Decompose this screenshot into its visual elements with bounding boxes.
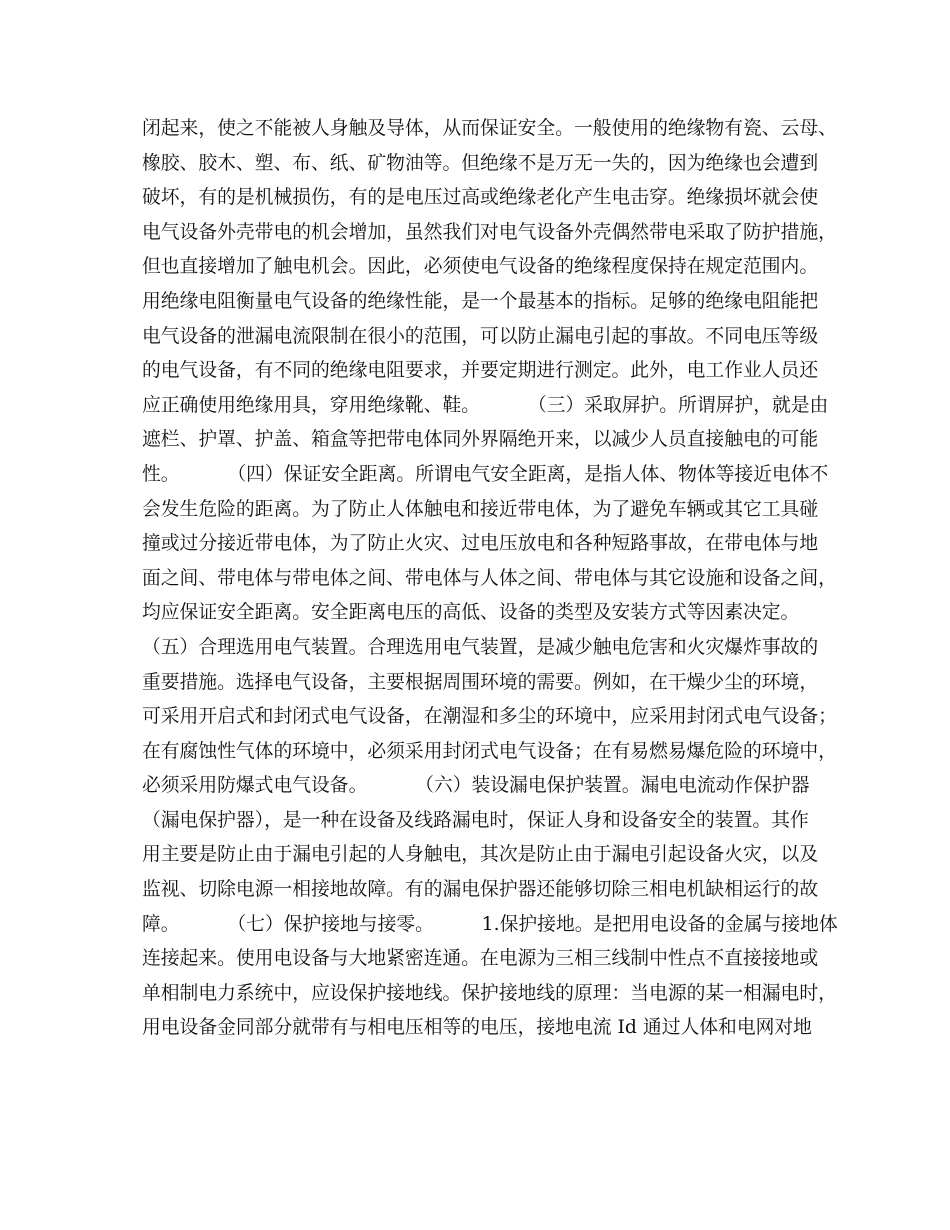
text-line: 可采用开启式和封闭式电气设备，在潮湿和多尘的环境中，应采用封闭式电气设备； xyxy=(142,706,837,728)
text-line: 用绝缘电阻衡量电气设备的绝缘性能，是一个最基本的指标。足够的绝缘电阻能把 xyxy=(142,290,819,312)
text-line: 障。 （七）保护接地与接零。 1.保护接地。是把用电设备的金属与接地体 xyxy=(142,913,838,935)
text-line: 电气设备的泄漏电流限制在很小的范围，可以防止漏电引起的事故。不同电压等级 xyxy=(142,325,819,347)
text-line: 用电设备金同部分就带有与相电压相等的电压，接地电流 Id 通过人体和电网对地 xyxy=(142,1017,812,1039)
text-line: 会发生危险的距离。为了防止人体触电和接近带电体，为了避免车辆或其它工具碰 xyxy=(142,498,819,520)
text-line: 应正确使用绝缘用具，穿用绝缘靴、鞋。 （三）采取屏护。所谓屏护，就是由 xyxy=(142,394,829,416)
text-line: 用主要是防止由于漏电引起的人身触电，其次是防止由于漏电引起设备火灾，以及 xyxy=(142,844,819,866)
text-line: 性。 （四）保证安全距离。所谓电气安全距离，是指人体、物体等接近电体不 xyxy=(142,463,829,485)
text-line: 闭起来，使之不能被人身触及导体，从而保证安全。一般使用的绝缘物有瓷、云母、 xyxy=(142,118,837,139)
text-line: 必须采用防爆式电气设备。 （六）装设漏电保护装置。漏电电流动作保护器 xyxy=(142,775,810,797)
text-line: 橡胶、胶木、塑、布、纸、矿物油等。但绝缘不是万无一失的，因为绝缘也会遭到 xyxy=(142,152,819,174)
text-line: 遮栏、护罩、护盖、箱盒等把带电体同外界隔绝开来，以减少人员直接触电的可能 xyxy=(142,429,819,451)
text-line: （漏电保护器），是一种在设备及线路漏电时，保证人身和设备安全的装置。其作 xyxy=(142,809,809,831)
text-line: 的电气设备，有不同的绝缘电阻要求，并要定期进行测定。此外，电工作业人员还 xyxy=(142,360,819,382)
text-line: 在有腐蚀性气体的环境中，必须采用封闭式电气设备；在有易燃易爆危险的环境中， xyxy=(142,740,837,762)
text-line: 撞或过分接近带电体，为了防止火灾、过电压放电和各种短路事故，在带电体与地 xyxy=(142,533,819,555)
body-text xyxy=(142,112,838,1046)
text-line: 但也直接增加了触电机会。因此，必须使电气设备的绝缘程度保持在规定范围内。 xyxy=(142,256,819,278)
text-line: 电气设备外壳带电的机会增加，虽然我们对电气设备外壳偶然带电采取了防护措施， xyxy=(142,221,837,243)
text-line: 单相制电力系统中，应设保护接地线。保护接地线的原理：当电源的某一相漏电时， xyxy=(142,982,837,1004)
text-line: 监视、切除电源一相接地故障。有的漏电保护器还能够切除三相电机缺相运行的故 xyxy=(142,879,819,901)
text-line: （五）合理选用电气装置。合理选用电气装置，是减少触电危害和火灾爆炸事故的 xyxy=(142,636,819,658)
text-line: 重要措施。选择电气设备，主要根据周围环境的需要。例如，在干燥少尘的环境， xyxy=(142,671,819,693)
text-line: 连接起来。使用电设备与大地紧密连通。在电源为三相三线制中性点不直接接地或 xyxy=(142,948,819,970)
text-line: 均应保证安全距离。安全距离电压的高低、设备的类型及安装方式等因素决定。 xyxy=(142,602,800,624)
text-line: 破坏，有的是机械损伤，有的是电压过高或绝缘老化产生电击穿。绝缘损坏就会使 xyxy=(142,187,819,209)
text-line: 面之间、带电体与带电体之间、带电体与人体之间、带电体与其它设施和设备之间， xyxy=(142,567,837,589)
